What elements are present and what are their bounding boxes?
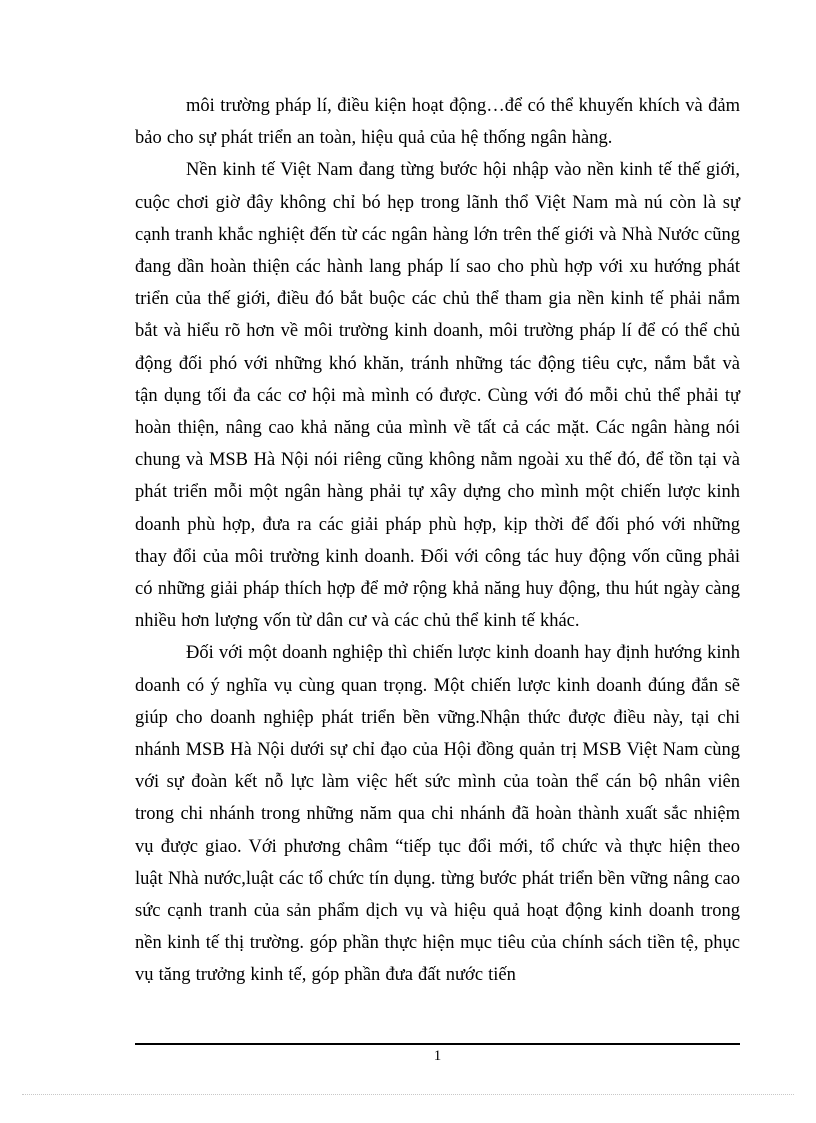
page-number: 1 [433,1048,442,1064]
page-boundary [22,1094,794,1095]
paragraph-3: Đối với một doanh nghiệp thì chiến lược kinh doanh hay định hướng kinh doanh có ý nghĩa vụ cùng quan trọng. Một chiến lược kinh doanh đúng đắn sẽ giúp cho doanh nghiệp phát triển bền vững.Nhận thức được điều này, tại chi nhánh MSB Hà Nội dưới sự chỉ đạo của Hội đồng quản trị MSB Việt Nam cùng với sự đoàn kết nỗ lực làm việc hết sức mình của toàn thể cán bộ nhân viên trong chi nhánh trong những năm qua chi nhánh đã hoàn thành xuất sắc nhiệm vụ được giao. Với phương châm “tiếp tục đổi mới, tổ chức và thực hiện theo luật Nhà nước,luật các tổ chức tín dụng. từng bước phát triển bền vững nâng cao sức cạnh tranh của sản phẩm dịch vụ và hiệu quả hoạt động kinh doanh trong nền kinh tế thị trường. góp phần thực hiện mục tiêu của chính sách tiền tệ, phục vụ tăng trưởng kinh tế, góp phần đưa đất nước tiến [135,643,740,986]
paragraph-2: Nền kinh tế Việt Nam đang từng bước hội nhập vào nền kinh tế thế giới, cuộc chơi giờ đây không chỉ bó hẹp trong lãnh thổ Việt Nam mà nú còn là sự cạnh tranh khắc nghiệt đến từ các ngân hàng lớn trên thế giới và Nhà Nước cũng đang dần hoàn thiện các hành lang pháp lí sao cho phù hợp với xu hướng phát triển của thế giới, điều đó bắt buộc các chủ thể tham gia nền kinh tế phải nắm bắt và hiểu rõ hơn về môi trường kinh doanh, môi trường pháp lí để có thể chủ động đối phó với những khó khăn, tránh những tác động tiêu cực, nắm bắt và tận dụng tối đa các cơ hội mà mình có được. Cùng với đó mỗi chủ thể phải tự hoàn thiện, nâng cao khả năng của mình về tất cả các mặt. Các ngân hàng nói chung và MSB Hà Nội nói riêng cũng không nằm ngoài xu thế đó, để tồn tại và phát triển mỗi một ngân hàng phải tự xây dựng cho mình một chiến lược kinh doanh phù hợp, đưa ra các giải pháp phù hợp, kịp thời để đối phó với những thay đổi của môi trường kinh doanh. Đối với công tác huy động vốn cũng phải có những giải pháp thích hợp để mở rộng khả năng huy động, thu hút ngày càng nhiều hơn lượng vốn từ dân cư và các chủ thể kinh tế khác. [135,160,741,632]
document-body [135,90,740,992]
footer-divider [135,1043,740,1045]
paragraph-1: môi trường pháp lí, điều kiện hoạt động…để có thể khuyến khích và đảm bảo cho sự phát triển an toàn, hiệu quả của hệ thống ngân hàng. [135,96,740,149]
